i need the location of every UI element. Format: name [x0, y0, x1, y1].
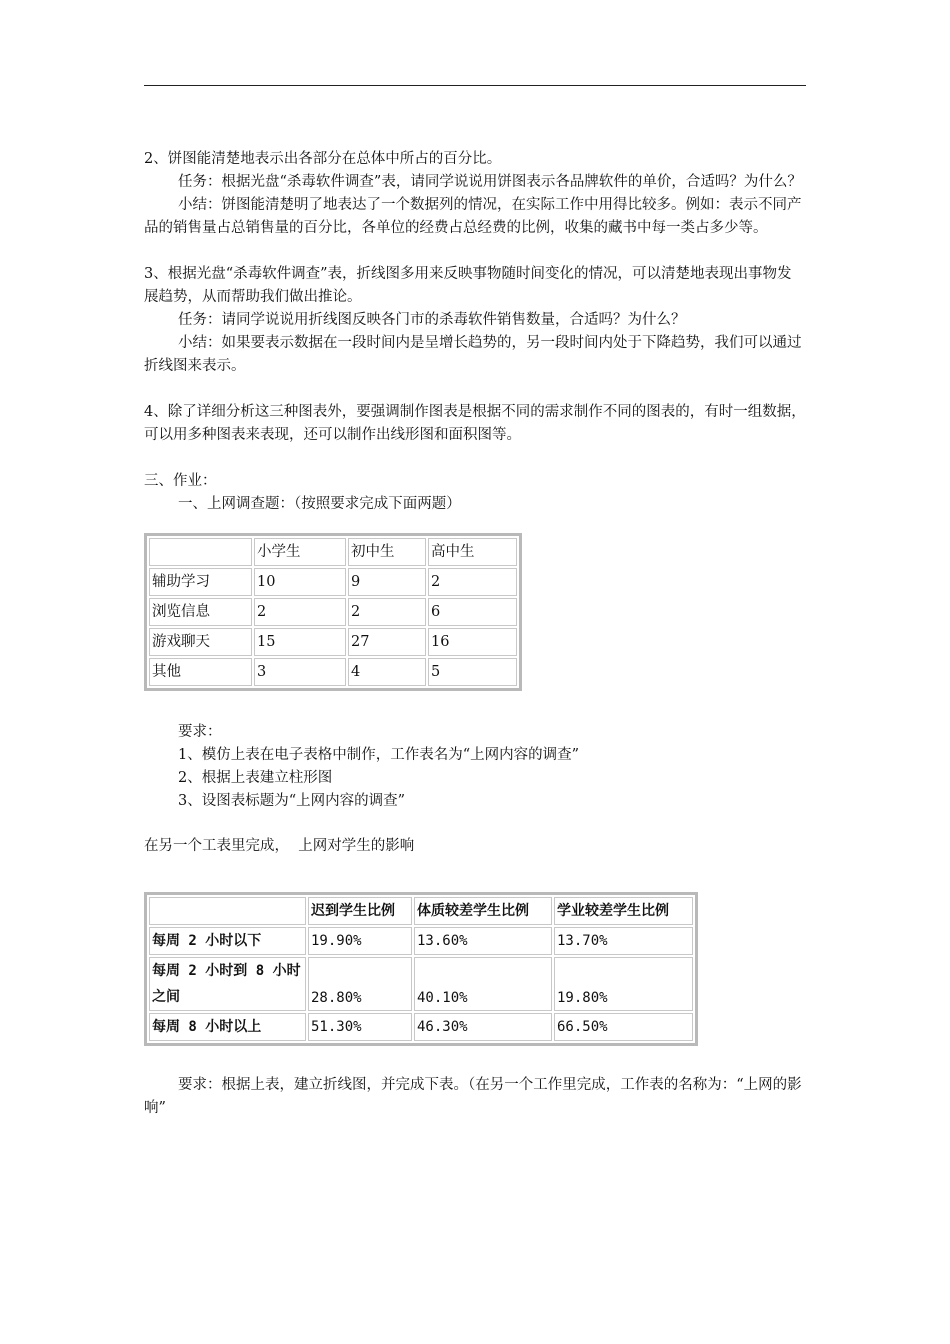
table-cell: 9: [348, 568, 426, 596]
table-header-cell: 迟到学生比例: [308, 897, 412, 925]
table-cell: 51.30%: [308, 1013, 412, 1041]
table-cell: 40.10%: [414, 957, 552, 1011]
para-2: 2、饼图能清楚地表示出各部分在总体中所占的百分比。: [144, 151, 502, 167]
document-body: [144, 148, 806, 1120]
table-cell: 19.80%: [554, 957, 693, 1011]
para-3-summary: 小结：如果要表示数据在一段时间内是呈增长趋势的，另一段时间内处于下降趋势，我们可以通过折线图来表示。: [144, 335, 802, 374]
table-cell: 每周 8 小时以上: [149, 1013, 306, 1041]
requirement-item: 2、根据上表建立柱形图: [178, 770, 333, 786]
requirement-item: 3、设图表标题为“上网内容的调查”: [178, 793, 406, 809]
table-cell: 13.70%: [554, 927, 693, 955]
table-cell: 27: [348, 628, 426, 656]
table-row: [149, 927, 693, 955]
table-cell: 5: [428, 658, 517, 686]
table-cell: 13.60%: [414, 927, 552, 955]
impact-table: [144, 892, 698, 1046]
table-cell: 15: [254, 628, 346, 656]
header-rule: [144, 85, 806, 86]
table-cell: 66.50%: [554, 1013, 693, 1041]
table-cell: 46.30%: [414, 1013, 552, 1041]
table-cell: 每周 2 小时以下: [149, 927, 306, 955]
other-sheet-note: 在另一个工表里完成， 上网对学生的影响: [144, 838, 415, 854]
table-header-cell: 高中生: [428, 538, 517, 566]
table-cell: 2: [254, 598, 346, 626]
table-header-cell: 小学生: [254, 538, 346, 566]
table-cell: 4: [348, 658, 426, 686]
table-cell: 3: [254, 658, 346, 686]
table-cell: 游戏聊天: [149, 628, 252, 656]
table-row: [149, 598, 517, 626]
table-row: [149, 628, 517, 656]
table-header-cell: [149, 538, 252, 566]
table-cell: 19.90%: [308, 927, 412, 955]
table-header-cell: 初中生: [348, 538, 426, 566]
table-cell: 辅助学习: [149, 568, 252, 596]
table-header-cell: 学业较差学生比例: [554, 897, 693, 925]
table-row: [149, 658, 517, 686]
para-4: 4、除了详细分析这三种图表外，要强调制作图表是根据不同的需求制作不同的图表的，有时一组数据，可以用多种图表来表现，还可以制作出线形图和面积图等。: [144, 404, 806, 443]
table-cell: 浏览信息: [149, 598, 252, 626]
table-row: [149, 1013, 693, 1041]
table-cell: 2: [348, 598, 426, 626]
requirement-item: 1、模仿上表在电子表格中制作，工作表名为“上网内容的调查”: [178, 747, 580, 763]
para-2-task: 任务：根据光盘“杀毒软件调查”表，请同学说说用饼图表示各品牌软件的单价，合适吗？为什么？: [178, 174, 802, 190]
survey-table: [144, 533, 522, 691]
table-row: [149, 957, 693, 1011]
table-cell: 6: [428, 598, 517, 626]
table-header-row: [149, 538, 517, 566]
table-cell: 10: [254, 568, 346, 596]
table-header-cell: 体质较差学生比例: [414, 897, 552, 925]
requirements-title: 要求：: [178, 724, 222, 740]
homework-subtitle: 一、上网调查题：（按照要求完成下面两题）: [178, 496, 461, 512]
table-cell: 每周 2 小时到 8 小时之间: [149, 957, 306, 1011]
table-header-cell: [149, 897, 306, 925]
table-cell: 28.80%: [308, 957, 412, 1011]
final-requirement: 要求：根据上表，建立折线图，并完成下表。（在另一个工作里完成，工作表的名称为：“上网的影响”: [144, 1077, 802, 1116]
para-3: 3、根据光盘“杀毒软件调查”表，折线图多用来反映事物随时间变化的情况，可以清楚地表现出事物发展趋势，从而帮助我们做出推论。: [144, 266, 792, 305]
homework-title: 三、作业：: [144, 473, 217, 489]
table-cell: 2: [428, 568, 517, 596]
table-row: [149, 568, 517, 596]
table-header-row: [149, 897, 693, 925]
para-3-task: 任务：请同学说说用折线图反映各门市的杀毒软件销售数量，合适吗？为什么？: [178, 312, 686, 328]
para-2-summary: 小结：饼图能清楚明了地表达了一个数据列的情况，在实际工作中用得比较多。例如：表示不同产品的销售量占总销售量的百分比，各单位的经费占总经费的比例，收集的藏书中每一类占多少等。: [144, 197, 802, 236]
table-cell: 16: [428, 628, 517, 656]
table-cell: 其他: [149, 658, 252, 686]
